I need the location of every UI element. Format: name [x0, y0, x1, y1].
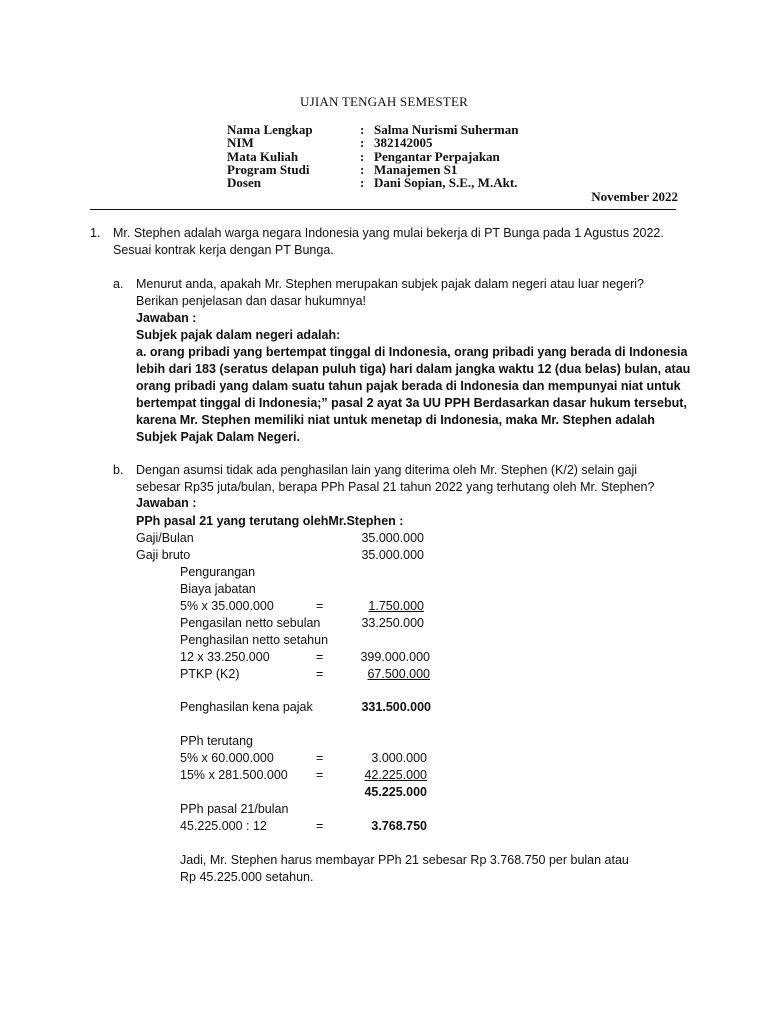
answer-line: bertempat tinggal di Indonesia;” pasal 2 ayat 3a UU PPH Berdasarkan dasar hukum tersebut, [136, 396, 687, 410]
calc-label: 5% x 35.000.000 [180, 599, 274, 613]
calc-equals: = [316, 650, 324, 664]
answer-line: orang pribadi yang dalam suatu tahun pajak berada di Indonesia dan mempunyai niat untuk [136, 379, 681, 393]
calc-value: 67.500.000 [367, 667, 430, 681]
header-divider [90, 209, 676, 210]
answer-label: Jawaban : [136, 311, 197, 325]
info-value-name: Salma Nurismi Suherman [374, 122, 519, 137]
info-value-program: Manajemen S1 [374, 162, 458, 177]
question-text-line: Mr. Stephen adalah warga negara Indonesia yang mulai bekerja di PT Bunga pada 1 Agustus 2022. [113, 226, 664, 240]
page-title: UJIAN TENGAH SEMESTER [300, 94, 468, 109]
answer-line: Subjek pajak dalam negeri adalah: [136, 328, 341, 342]
calc-label: Pengasilan netto sebulan [180, 616, 321, 630]
conclusion-line: Jadi, Mr. Stephen harus membayar PPh 21 sebesar Rp 3.768.750 per bulan atau [180, 853, 629, 867]
calc-label: 5% x 60.000.000 [180, 751, 274, 765]
info-label-name: Nama Lengkap [227, 122, 313, 137]
calc-value: 42.225.000 [364, 768, 427, 782]
info-label-course: Mata Kuliah [227, 149, 299, 164]
calc-label: 45.225.000 : 12 [180, 819, 267, 833]
calc-value: 3.000.000 [371, 751, 427, 765]
calc-value-total: 45.225.000 [364, 785, 427, 799]
calc-section-label: Penghasilan netto setahun [180, 633, 329, 647]
calc-section-label: Pengurangan [180, 565, 256, 579]
calc-section-label: PPh terutang [180, 734, 253, 748]
subquestion-letter: a. [113, 277, 124, 291]
info-value-nim: 382142005 [374, 135, 433, 150]
calc-value: 1.750.000 [368, 599, 424, 613]
info-colon: : [360, 122, 365, 137]
info-label-nim: NIM [227, 135, 254, 150]
calc-label: PTKP (K2) [180, 667, 240, 681]
calc-value: 399.000.000 [360, 650, 430, 664]
info-value-lecturer: Dani Sopian, S.E., M.Akt. [374, 175, 518, 190]
answer-line: Subjek Pajak Dalam Negeri. [136, 430, 300, 444]
info-colon: : [360, 175, 365, 190]
calc-label: 12 x 33.250.000 [180, 650, 270, 664]
subquestion-text-line: Dengan asumsi tidak ada penghasilan lain yang diterima oleh Mr. Stephen (K/2) selain gaji [136, 463, 637, 477]
calc-title: PPh pasal 21 yang terutang olehMr.Stephen : [136, 514, 404, 528]
calc-equals: = [316, 751, 324, 765]
calc-value-total: 331.500.000 [361, 700, 431, 714]
calc-label: Gaji bruto [136, 548, 191, 562]
info-colon: : [360, 135, 365, 150]
info-label-lecturer: Dosen [227, 175, 261, 190]
calc-label: Gaji/Bulan [136, 531, 194, 545]
calc-equals: = [316, 819, 324, 833]
conclusion-line: Rp 45.225.000 setahun. [180, 870, 314, 884]
info-label-program: Program Studi [227, 162, 310, 177]
calc-section-label: Biaya jabatan [180, 582, 256, 596]
answer-line: lebih dari 183 (seratus delapan puluh tiga) hari dalam jangka waktu 12 (dua belas) bulan, atau [136, 362, 691, 376]
question-text-line: Sesuai kontrak kerja dengan PT Bunga. [113, 243, 334, 257]
question-number: 1. [90, 226, 101, 240]
calc-label: Penghasilan kena pajak [180, 700, 313, 714]
calc-equals: = [316, 667, 324, 681]
subquestion-text-line: Berikan penjelasan dan dasar hukumnya! [136, 294, 367, 308]
calc-value: 35.000.000 [361, 531, 424, 545]
calc-label: 15% x 281.500.000 [180, 768, 288, 782]
info-value-course: Pengantar Perpajakan [374, 149, 500, 164]
calc-value: 33.250.000 [361, 616, 424, 630]
exam-date: November 2022 [591, 189, 678, 204]
answer-line: a. orang pribadi yang bertempat tinggal di Indonesia, orang pribadi yang berada di Indonesia [136, 345, 688, 359]
calc-value-total: 3.768.750 [371, 819, 427, 833]
calc-section-label: PPh pasal 21/bulan [180, 802, 289, 816]
answer-label: Jawaban : [136, 496, 197, 510]
subquestion-text-line: Menurut anda, apakah Mr. Stephen merupakan subjek pajak dalam negeri atau luar negeri? [136, 277, 644, 291]
calc-value: 35.000.000 [361, 548, 424, 562]
answer-line: karena Mr. Stephen memiliki niat untuk menetap di Indonesia, maka Mr. Stephen adalah [136, 413, 655, 427]
calc-equals: = [316, 768, 324, 782]
info-colon: : [360, 162, 365, 177]
subquestion-letter: b. [113, 463, 124, 477]
subquestion-text-line: sebesar Rp35 juta/bulan, berapa PPh Pasal 21 tahun 2022 yang terhutang oleh Mr. Stephen? [136, 480, 655, 494]
info-colon: : [360, 149, 365, 164]
calc-equals: = [316, 599, 324, 613]
